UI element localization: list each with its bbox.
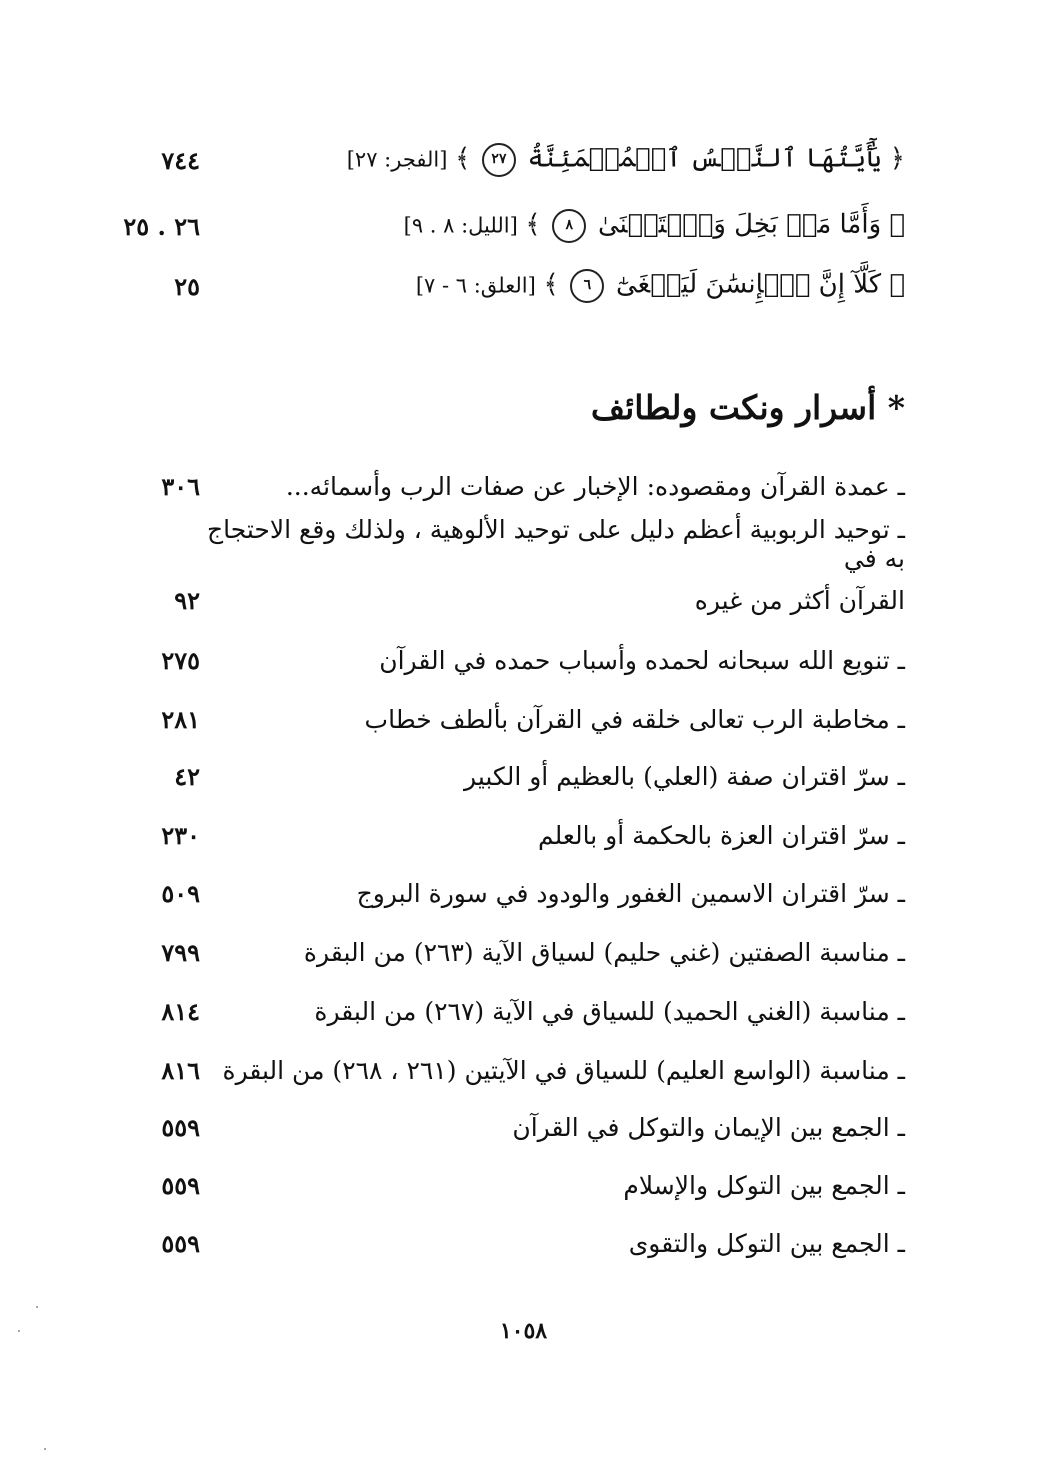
scan-speck [18,1330,20,1332]
index-entry [80,1219,905,1267]
page-reference: ٥٥٩ [161,1112,200,1142]
page-reference: ٧٤٤ [161,145,200,175]
index-entry [80,636,905,684]
entry-text: ـ مخاطبة الرب تعالى خلقه في القرآن بألطف خطاب [364,704,905,734]
index-entry [80,576,905,624]
index-entry [80,987,905,1035]
page-reference: ٥٠٩ [161,878,200,908]
entry-text: ـ عمدة القرآن ومقصوده: الإخبار عن صفات الرب وأسمائه... [285,471,905,501]
verse-text: ﴿ وَأَمَّا مَنۢ بَخِلَ وَٱسۡتَغۡنَىٰ [597,209,905,240]
verse-entry [416,269,905,303]
page-reference: ٨١٤ [161,996,200,1026]
verse-text: ﴿ يَٰٓأَيَّتُهَا ٱلنَّفۡسُ ٱلۡمُطۡمَئِنَّةُ [527,143,905,174]
ayah-number-marker: ٢٧ [482,143,516,177]
index-entry [80,752,905,800]
page-reference: ٥٥٩ [161,1170,200,1200]
page-reference: ٢٧٥ [161,645,200,675]
page-reference: ٥٥٩ [161,1228,200,1258]
entry-text: ـ الجمع بين الإيمان والتوكل في القرآن [512,1112,905,1142]
index-entry [80,695,905,743]
verse-reference: [الفجر: ٢٧] [346,147,448,172]
page-reference: ٧٩٩ [161,937,200,967]
page-reference: ٢٥ [174,271,200,301]
ayah-number-marker: ٦ [570,269,604,303]
page-reference: ٢٦ . ٢٥ [123,211,200,241]
verse-reference: [العلق: ٦ - ٧] [415,273,536,298]
page-reference: ٢٨١ [161,704,200,734]
page-number: ١٠٥٨ [499,1318,548,1344]
ayah-number-marker: ٨ [552,209,586,243]
entry-text: ـ الجمع بين التوكل والإسلام [623,1170,905,1200]
page-reference: ٢٣٠ [161,820,200,850]
index-entry [80,1103,905,1151]
verse-reference: [الليل: ٨ . ٩] [403,213,518,238]
verse-row [80,262,905,310]
scan-speck [44,1448,46,1450]
index-entry [80,811,905,859]
page-reference: ٩٢ [174,585,200,615]
index-entry [80,462,905,510]
entry-text: ـ سرّ اقتران الاسمين الغفور والودود في سورة البروج [356,878,905,908]
verse-close-bracket: ﴾ [455,143,471,174]
index-entry [80,1161,905,1209]
entry-text: ـ سرّ اقتران صفة (العلي) بالعظيم أو الكبير [464,761,905,791]
verse-text: ﴿ كَلَّآ إِنَّ ٱلۡإِنسَٰنَ لَيَطۡغَىٰٓ [615,269,905,300]
page-reference: ٤٢ [174,761,200,791]
entry-text: ـ سرّ اقتران العزة بالحكمة أو بالعلم [538,820,905,850]
entry-text: ـ مناسبة (الغني الحميد) للسياق في الآية (٢٦٧) من البقرة [314,996,905,1026]
page-reference: ٨١٦ [161,1055,200,1085]
index-entry [80,1046,905,1094]
entry-text-line-2: القرآن أكثر من غيره [694,585,905,615]
page-reference: ٣٠٦ [161,471,200,501]
verse-entry [404,209,905,243]
entry-text-line-1: ـ توحيد الربوبية أعظم دليل على توحيد الألوهية ، ولذلك وقع الاحتجاج به في [207,515,905,573]
verse-close-bracket: ﴾ [525,209,541,240]
entry-text: ـ الجمع بين التوكل والتقوى [628,1228,905,1258]
entry-text: ـ مناسبة الصفتين (غني حليم) لسياق الآية (٢٦٣) من البقرة [303,937,905,967]
verse-entry [347,143,905,177]
entry-text: ـ مناسبة (الواسع العليم) للسياق في الآيتين (٢٦١ ، ٢٦٨) من البقرة [222,1055,905,1085]
verse-close-bracket: ﴾ [543,269,559,300]
verse-row [80,136,905,184]
section-heading: * أسرار ونكت ولطائف [590,388,905,427]
index-entry [80,869,905,917]
verse-row [80,202,905,250]
scan-speck [36,1306,38,1308]
index-entry [80,928,905,976]
entry-text: ـ تنويع الله سبحانه لحمده وأسباب حمده في القرآن [379,645,905,675]
